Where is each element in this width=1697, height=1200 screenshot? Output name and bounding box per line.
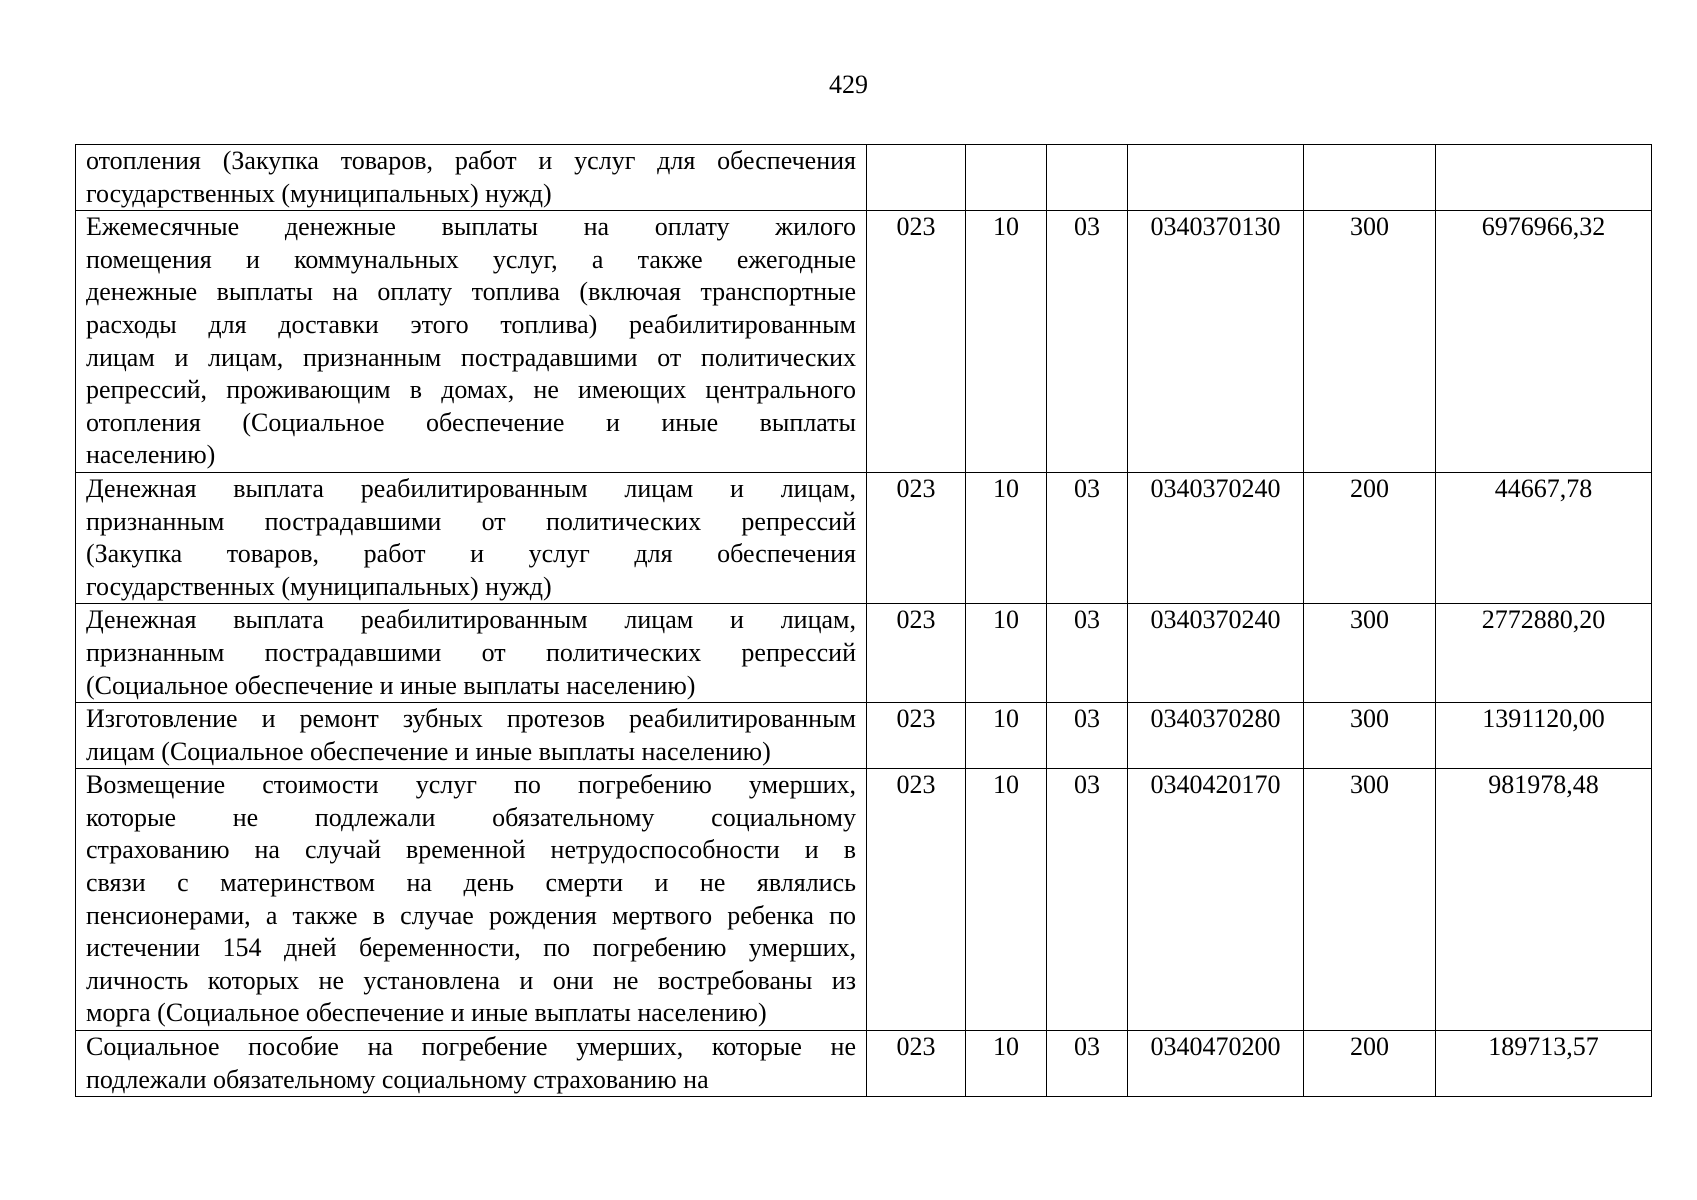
description-line: денежные выплаты на оплату топлива (включая транспортные [86, 277, 856, 307]
description-line: государственных (муниципальных) нужд) [86, 571, 552, 601]
description-line: Изготовление и ремонт зубных протезов реабилитированным [86, 704, 856, 734]
description-line: признанным пострадавшими от политических репрессий [86, 637, 856, 667]
expense-type-code: 300 [1304, 769, 1436, 1031]
amount: 1391120,00 [1436, 703, 1652, 769]
subsection-code: 03 [1047, 211, 1128, 473]
description-line: которые не подлежали обязательному социальному [86, 802, 856, 832]
description-line: Возмещение стоимости услуг по погребению умерших, [86, 770, 856, 800]
description-line: отопления (Закупка товаров, работ и услуг для обеспечения [86, 146, 856, 175]
amount: 44667,78 [1436, 472, 1652, 603]
description-line: расходы для доставки этого топлива) реабилитированным [86, 309, 856, 339]
amount: 189713,57 [1436, 1031, 1652, 1097]
description-line: страхованию на случай временной нетрудоспособности и в [86, 835, 856, 865]
subsection-code: 03 [1047, 769, 1128, 1031]
table-row [76, 211, 1652, 473]
description-line: государственных (муниципальных) нужд) [86, 178, 552, 208]
subsection-code: 03 [1047, 472, 1128, 603]
section-code: 10 [966, 769, 1047, 1031]
target-article-code: 0340370240 [1128, 472, 1304, 603]
table-row [76, 604, 1652, 703]
grbs-code: 023 [867, 1031, 966, 1097]
budget-table [75, 144, 1652, 1097]
description-line: помещения и коммунальных услуг, а также ежегодные [86, 244, 856, 274]
subsection-code: 03 [1047, 1031, 1128, 1097]
expense-type-code [1304, 145, 1436, 211]
description-line: морга (Социальное обеспечение и иные выплаты населению) [86, 998, 767, 1028]
grbs-code [867, 145, 966, 211]
subsection-code [1047, 145, 1128, 211]
target-article-code: 0340420170 [1128, 769, 1304, 1031]
subsection-code: 03 [1047, 604, 1128, 703]
description-line: отопления (Социальное обеспечение и иные выплаты [86, 407, 856, 437]
description-line: (Социальное обеспечение и иные выплаты населению) [86, 670, 696, 700]
section-code: 10 [966, 604, 1047, 703]
section-code: 10 [966, 472, 1047, 603]
grbs-code: 023 [867, 703, 966, 769]
description-line: репрессий, проживающим в домах, не имеющих центрального [86, 375, 856, 405]
grbs-code: 023 [867, 604, 966, 703]
description-line: пенсионерами, а также в случае рождения мертвого ребенка по [86, 900, 856, 930]
grbs-code: 023 [867, 472, 966, 603]
expense-type-code: 200 [1304, 1031, 1436, 1097]
description-line: личность которых не установлена и они не востребованы из [86, 965, 856, 995]
row-description [76, 769, 867, 1031]
row-description [76, 703, 867, 769]
row-description [76, 145, 867, 211]
amount: 6976966,32 [1436, 211, 1652, 473]
row-description [76, 604, 867, 703]
section-code: 10 [966, 211, 1047, 473]
target-article-code [1128, 145, 1304, 211]
table-row [76, 769, 1652, 1031]
description-line: лицам (Социальное обеспечение и иные выплаты населению) [86, 736, 771, 766]
row-description [76, 211, 867, 473]
expense-type-code: 200 [1304, 472, 1436, 603]
section-code [966, 145, 1047, 211]
description-line: признанным пострадавшими от политических репрессий [86, 506, 856, 536]
description-line: (Закупка товаров, работ и услуг для обеспечения [86, 539, 856, 569]
target-article-code: 0340370240 [1128, 604, 1304, 703]
page-number: 429 [829, 70, 868, 99]
target-article-code: 0340470200 [1128, 1031, 1304, 1097]
table-row [76, 472, 1652, 603]
description-line: истечении 154 дней беременности, по погребению умерших, [86, 933, 856, 963]
row-description [76, 1031, 867, 1097]
table-row [76, 1031, 1652, 1097]
table-row [76, 703, 1652, 769]
description-line: лицам и лицам, признанным пострадавшими от политических [86, 342, 856, 372]
target-article-code: 0340370280 [1128, 703, 1304, 769]
amount [1436, 145, 1652, 211]
description-line: Ежемесячные денежные выплаты на оплату жилого [86, 212, 856, 242]
section-code: 10 [966, 703, 1047, 769]
amount: 981978,48 [1436, 769, 1652, 1031]
description-line: населению) [86, 440, 216, 470]
expense-type-code: 300 [1304, 604, 1436, 703]
grbs-code: 023 [867, 211, 966, 473]
description-line: Денежная выплата реабилитированным лицам и лицам, [86, 473, 856, 503]
expense-type-code: 300 [1304, 211, 1436, 473]
expense-type-code: 300 [1304, 703, 1436, 769]
table-row [76, 145, 1652, 211]
description-line: подлежали обязательному социальному страхованию на [86, 1064, 709, 1094]
grbs-code: 023 [867, 769, 966, 1031]
description-line: Социальное пособие на погребение умерших, которые не [86, 1032, 856, 1062]
amount: 2772880,20 [1436, 604, 1652, 703]
target-article-code: 0340370130 [1128, 211, 1304, 473]
description-line: связи с материнством на день смерти и не являлись [86, 868, 856, 898]
row-description [76, 472, 867, 603]
description-line: Денежная выплата реабилитированным лицам и лицам, [86, 605, 856, 635]
subsection-code: 03 [1047, 703, 1128, 769]
section-code: 10 [966, 1031, 1047, 1097]
budget-table-body [76, 145, 1652, 1097]
